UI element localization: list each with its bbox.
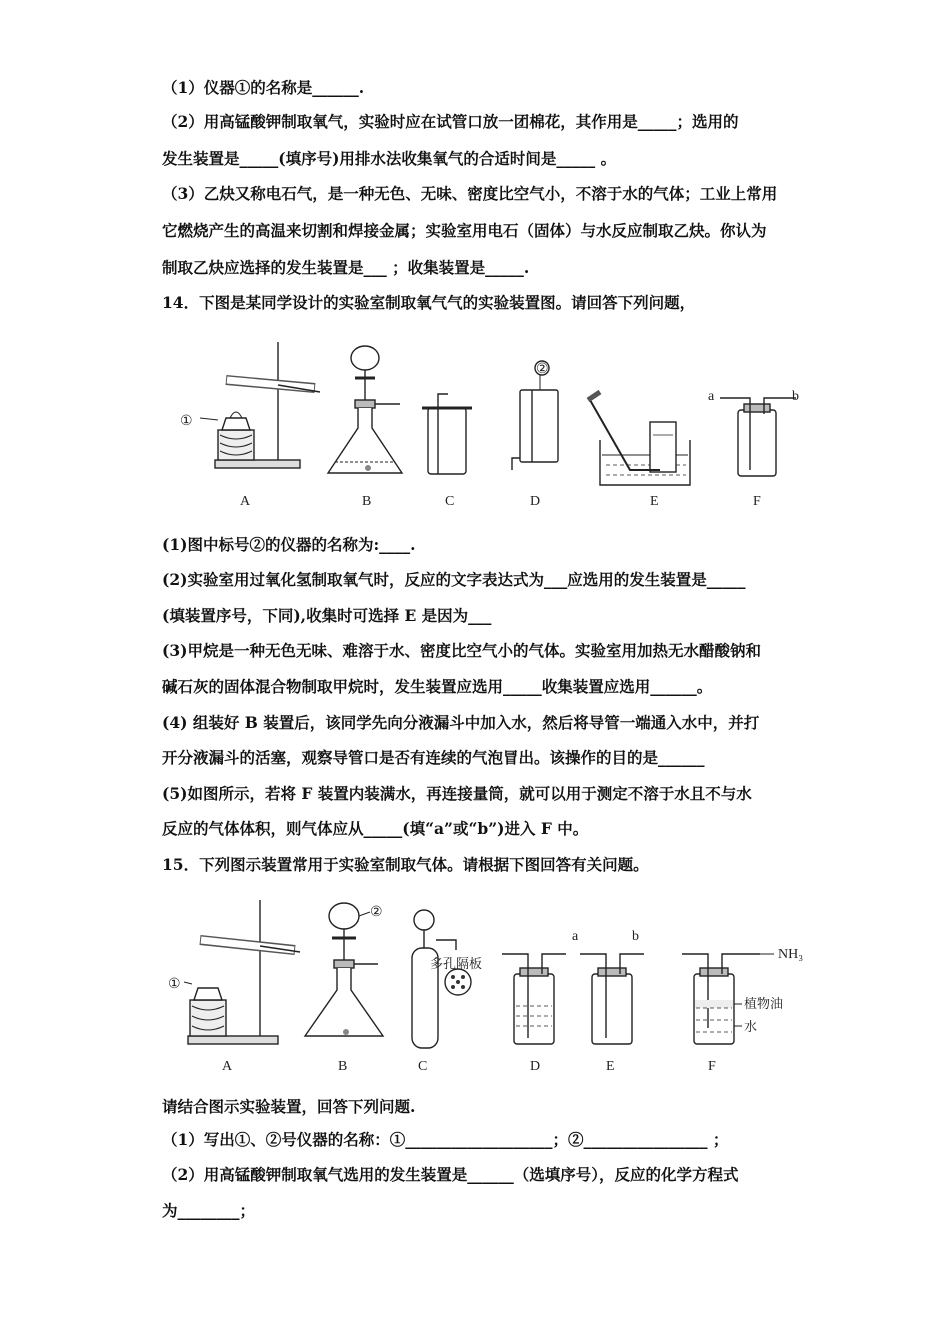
q15-label-f: F — [708, 1059, 716, 1074]
q15-apparatus-d — [502, 954, 566, 1044]
q14-apparatus-f — [708, 389, 799, 476]
q15-marker-2: ② — [370, 905, 383, 920]
q15-apparatus-figure — [160, 888, 820, 1078]
q13-part2-line2: 发生装置是_____(填序号)用排水法收集氧气的合适时间是_____ 。 — [162, 149, 617, 168]
q14-part5-line2: 反应的气体体积，则气体应从_____(填“a”或“b”)进入 F 中。 — [162, 819, 589, 838]
q13-part2-line1: （2）用高锰酸钾制取氧气，实验时应在试管口放一团棉花，其作用是_____；选用的 — [162, 112, 739, 131]
q14-title: 14．下图是某同学设计的实验室制取氧气气的实验装置图。请回答下列问题， — [162, 293, 696, 312]
q14-marker-1: ① — [180, 414, 193, 429]
q14-part1: (1)图中标号②的仪器的名称为:____. — [162, 535, 416, 554]
q14-apparatus-e — [588, 392, 690, 485]
q13-part3-line3: 制取乙炔应选择的发生装置是___ ；收集装置是_____. — [162, 258, 530, 277]
q14-port-a: a — [708, 389, 715, 404]
q14-part2-line1: (2)实验室用过氧化氢制取氧气时，反应的文字表达式为___应选用的发生装置是_____ — [162, 570, 746, 589]
q14-part3-line2: 碱石灰的固体混合物制取甲烷时，发生装置应选用_____收集装置应选用______。 — [162, 677, 713, 696]
q14-part5-line1: (5)如图所示，若将 F 装置内装满水，再连接量筒，就可以用于测定不溶于水且不与水 — [162, 784, 752, 803]
q15-label-c: C — [418, 1059, 428, 1074]
q15-label-a: A — [222, 1059, 233, 1074]
q14-part3-line1: (3)甲烷是一种无色无味、难溶于水、密度比空气小的气体。实验室用加热无水醋酸钠和 — [162, 641, 761, 660]
q15-water-label: 水 — [744, 1020, 758, 1035]
q15-porous-plate-label: 多孔隔板 — [430, 957, 483, 972]
q14-marker-2: ② — [536, 362, 549, 377]
q15-apparatus-c — [412, 910, 482, 1048]
q15-marker-1: ① — [168, 977, 181, 992]
q14-label-b: B — [362, 494, 372, 509]
q14-part4-line1: (4) 组装好 B 装置后，该同学先向分液漏斗中加入水，然后将导管一端通入水中，并打 — [162, 713, 760, 732]
q15-port-a: a — [572, 929, 579, 944]
q15-apparatus-b — [305, 903, 383, 1036]
q14-label-d: D — [530, 494, 541, 509]
q15-port-b: b — [632, 929, 639, 944]
q15-intro: 请结合图示实验装置，回答下列问题. — [162, 1097, 416, 1116]
q15-label-d: D — [530, 1059, 541, 1074]
q14-label-f: F — [753, 494, 761, 509]
q14-apparatus-c — [422, 394, 472, 474]
q14-part4-line2: 开分液漏斗的活塞，观察导管口是否有连续的气泡冒出。该操作的目的是______ — [162, 748, 705, 767]
q14-label-e: E — [650, 494, 659, 509]
q14-label-a: A — [240, 494, 251, 509]
q15-title: 15．下列图示装置常用于实验室制取气体。请根据下图回答有关问题。 — [162, 855, 649, 874]
q14-apparatus-d — [512, 361, 558, 470]
q15-apparatus-e — [572, 929, 644, 1044]
q15-label-e: E — [606, 1059, 615, 1074]
q13-part3-line1: （3）乙炔又称电石气，是一种无色、无味、密度比空气小，不溶于水的气体；工业上常用 — [162, 184, 778, 203]
q15-nh3-label: NH₃ — [778, 947, 804, 962]
q13-part1: （1）仪器①的名称是______. — [162, 78, 365, 97]
q14-label-c: C — [445, 494, 455, 509]
q14-part2-line2: (填装置序号，下同),收集时可选择 E 是因为___ — [162, 606, 492, 625]
q14-apparatus-a — [180, 342, 320, 468]
q15-apparatus-a — [168, 900, 300, 1044]
q15-part1: （1）写出①、②号仪器的名称：①___________________；②________________ ； — [162, 1130, 729, 1149]
q15-part2-line2: 为________； — [162, 1201, 256, 1220]
q13-part3-line2: 它燃烧产生的高温来切割和焊接金属；实验室用电石（固体）与水反应制取乙炔。你认为 — [162, 221, 767, 240]
q15-oil-label: 植物油 — [744, 997, 784, 1012]
q14-port-b: b — [792, 389, 799, 404]
q15-part2-line1: （2）用高锰酸钾制取氧气选用的发生装置是______（选填序号），反应的化学方程式 — [162, 1165, 739, 1184]
q15-apparatus-f — [682, 947, 803, 1044]
q15-label-b: B — [338, 1059, 348, 1074]
q14-apparatus-b — [328, 346, 402, 473]
q14-apparatus-figure — [160, 330, 820, 515]
